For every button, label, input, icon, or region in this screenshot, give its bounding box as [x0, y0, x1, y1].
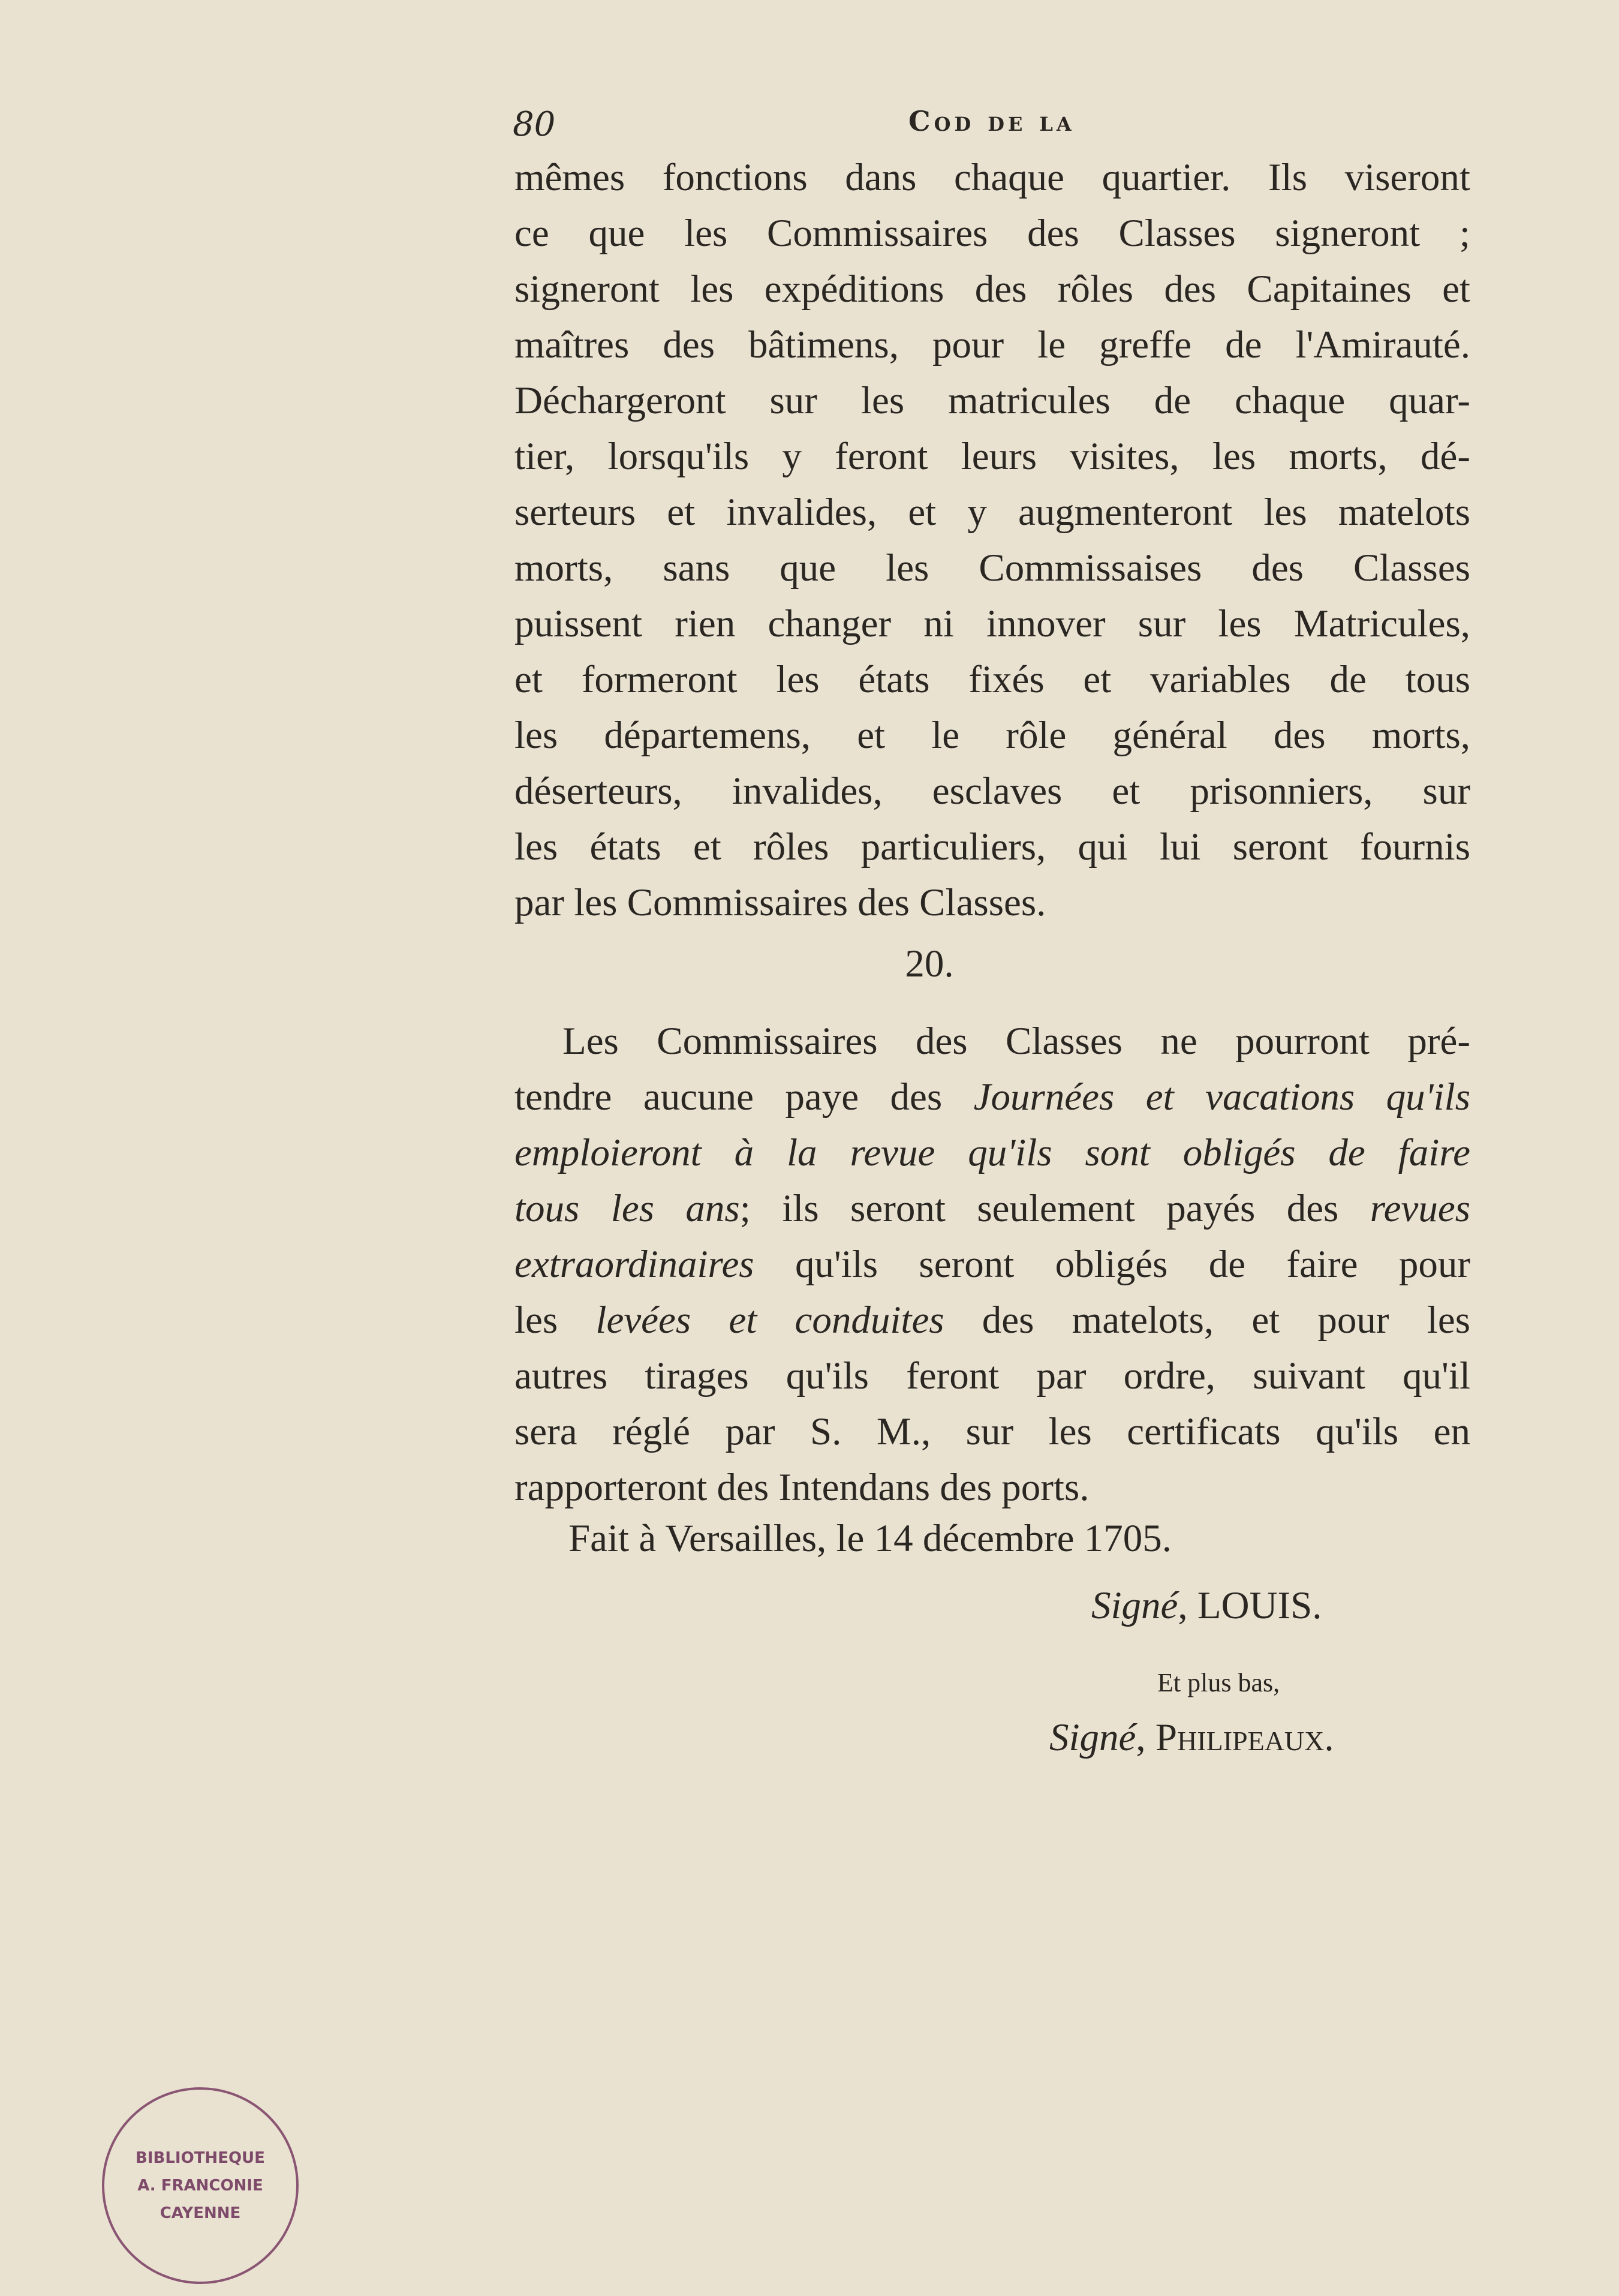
text-line: les états et rôles particuliers, qui lui seront fournis [514, 825, 1470, 868]
text-line: et formeront les états fixés et variables de tous [514, 658, 1470, 701]
text-line: tous les ans; ils seront seulement payés des revues [514, 1187, 1470, 1230]
running-head: Cod de la [908, 105, 1075, 137]
et-plus-bas: Et plus bas, [1157, 1668, 1280, 1697]
library-stamp [102, 2087, 299, 2284]
text-line: autres tirages qu'ils feront par ordre, suivant qu'il [514, 1354, 1470, 1398]
text-line: rapporteront des Intendans des ports. [514, 1466, 1090, 1509]
text-line: sera réglé par S. M., sur les certificats qu'ils en [514, 1410, 1470, 1453]
article-19-continuation [514, 150, 1470, 931]
text-line: signeront les expéditions des rôles des Capitaines et [514, 268, 1470, 311]
text-line: les départemens, et le rôle général des morts, [514, 714, 1470, 757]
text-line: serteurs et invalides, et y augmenteront les matelots [514, 491, 1470, 534]
text-line: emploieront à la revue qu'ils sont obligés de faire [514, 1131, 1470, 1174]
article-number: 20. [905, 942, 954, 985]
text-line: tendre aucune paye des Journées et vacations qu'ils [514, 1075, 1470, 1119]
text-line: Les Commissaires des Classes ne pourront pré- [562, 1020, 1470, 1063]
text-line: Déchargeront sur les matricules de chaque quar- [514, 379, 1470, 422]
signature-philipeaux: Signé, Philipeaux. [1049, 1716, 1334, 1759]
text-line: puissent rien changer ni innover sur les Matricules, [514, 602, 1470, 645]
signature-louis: Signé, LOUIS. [1091, 1584, 1322, 1627]
text-line: mêmes fonctions dans chaque quartier. Ils viseront [514, 156, 1470, 199]
stamp-line: CAYENNE [160, 2204, 241, 2222]
stamp-line: BIBLIOTHEQUE [136, 2149, 265, 2167]
date-line: Fait à Versailles, le 14 décembre 1705. [568, 1517, 1172, 1560]
text-line: les levées et conduites des matelots, et pour les [514, 1299, 1470, 1342]
text-line: tier, lorsqu'ils y feront leurs visites, les morts, dé- [514, 435, 1470, 478]
text-line: ce que les Commissaires des Classes signeront ; [514, 212, 1470, 255]
text-line: déserteurs, invalides, esclaves et prisonniers, sur [514, 770, 1470, 813]
page-header [513, 105, 1082, 147]
text-line: par les Commissaires des Classes. [514, 881, 1046, 924]
article-20-body [514, 1014, 1470, 1516]
page-number: 80 [513, 105, 556, 144]
text-line: maîtres des bâtimens, pour le greffe de l'Amirauté. [514, 323, 1470, 366]
text-line: extraordinaires qu'ils seront obligés de faire pour [514, 1243, 1470, 1286]
text-line: morts, sans que les Commissaises des Classes [514, 546, 1470, 590]
stamp-line: A. FRANCONIE [137, 2177, 263, 2195]
